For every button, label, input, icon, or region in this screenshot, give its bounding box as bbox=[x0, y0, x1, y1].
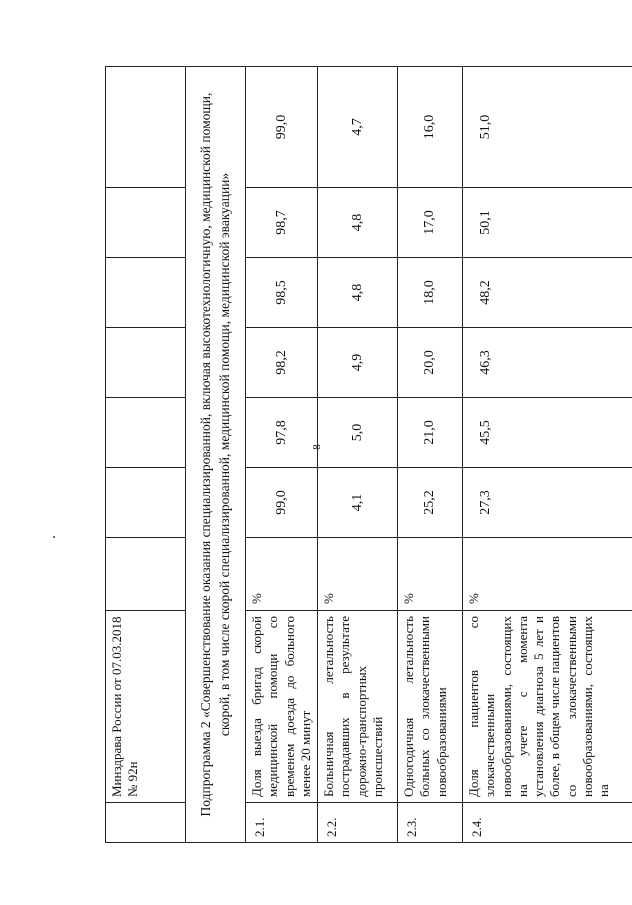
header-empty-cell bbox=[106, 258, 186, 328]
row-value: 17,0 bbox=[398, 188, 463, 258]
subprogram-title: Подпрограмма 2 «Совершенствование оказания специализированной, включая высокотехнологичную, медицинской помощи, скорой, в том числе скорой специализированной, медицинской помощи, медицинской эвакуации» bbox=[186, 67, 246, 843]
row-unit: % bbox=[318, 538, 398, 611]
header-line-1: Минздрава России от 07.03.2018 bbox=[109, 616, 124, 797]
table-sheet bbox=[105, 67, 632, 843]
header-empty-cell bbox=[106, 328, 186, 398]
row-indicator-name: Больничная летальность пострадавших в результате дорожно-транспортных происшествий bbox=[318, 611, 398, 803]
row-value: 99,0 bbox=[246, 468, 318, 538]
header-empty-cell bbox=[106, 468, 186, 538]
header-empty-cell bbox=[106, 803, 186, 843]
subprogram-row bbox=[186, 67, 246, 843]
header-doc-ref bbox=[106, 611, 186, 803]
table-row bbox=[246, 67, 318, 843]
row-indicator-name: Одногодичная летальность больных со злокачественными новообразованиями bbox=[398, 611, 463, 803]
row-value: 51,0 bbox=[463, 67, 632, 188]
row-value: 99,0 bbox=[246, 67, 318, 188]
row-value: 20,0 bbox=[398, 328, 463, 398]
row-index: 2.3. bbox=[398, 803, 463, 843]
row-value: 4,1 bbox=[318, 468, 398, 538]
row-unit: % bbox=[246, 538, 318, 611]
indicators-table bbox=[105, 66, 632, 843]
row-unit: % bbox=[463, 538, 632, 611]
table-row bbox=[318, 67, 398, 843]
row-value: 46,3 bbox=[463, 328, 632, 398]
header-empty-cell bbox=[106, 538, 186, 611]
table-row bbox=[463, 67, 632, 843]
row-value: 5,0 bbox=[318, 398, 398, 468]
row-indicator-name: Доля пациентов со злокачественными новообразованиями, состоящих на учете с момента установления диагноза 5 лет и более, в общем числе пациентов со злокачественными новообразованиями, состоящих на bbox=[463, 611, 632, 803]
row-value: 25,2 bbox=[398, 468, 463, 538]
row-value: 27,3 bbox=[463, 468, 632, 538]
row-value: 4,7 bbox=[318, 67, 398, 188]
row-value: 98,5 bbox=[246, 258, 318, 328]
row-value: 97,8 bbox=[246, 398, 318, 468]
header-empty-cell bbox=[106, 188, 186, 258]
table-row bbox=[398, 67, 463, 843]
row-indicator-name: Доля выезда бригад скорой медицинской помощи со временем доезда до больного менее 20 минут bbox=[246, 611, 318, 803]
row-value: 98,2 bbox=[246, 328, 318, 398]
page-number: 8 bbox=[311, 444, 323, 450]
row-unit: % bbox=[398, 538, 463, 611]
row-value: 4,9 bbox=[318, 328, 398, 398]
row-value: 4,8 bbox=[318, 258, 398, 328]
header-empty-cell bbox=[106, 67, 186, 188]
header-line-2: № 92н bbox=[125, 761, 141, 797]
row-index: 2.4. bbox=[463, 803, 632, 843]
scan-speck bbox=[53, 536, 55, 538]
row-index: 2.1. bbox=[246, 803, 318, 843]
row-value: 21,0 bbox=[398, 398, 463, 468]
row-value: 45,5 bbox=[463, 398, 632, 468]
row-value: 18,0 bbox=[398, 258, 463, 328]
header-empty-cell bbox=[106, 398, 186, 468]
row-value: 50,1 bbox=[463, 188, 632, 258]
row-value: 48,2 bbox=[463, 258, 632, 328]
row-index: 2.2. bbox=[318, 803, 398, 843]
rotated-table-area bbox=[105, 67, 632, 843]
row-value: 98,7 bbox=[246, 188, 318, 258]
header-row bbox=[106, 67, 186, 843]
row-value: 16,0 bbox=[398, 67, 463, 188]
row-value: 4,8 bbox=[318, 188, 398, 258]
